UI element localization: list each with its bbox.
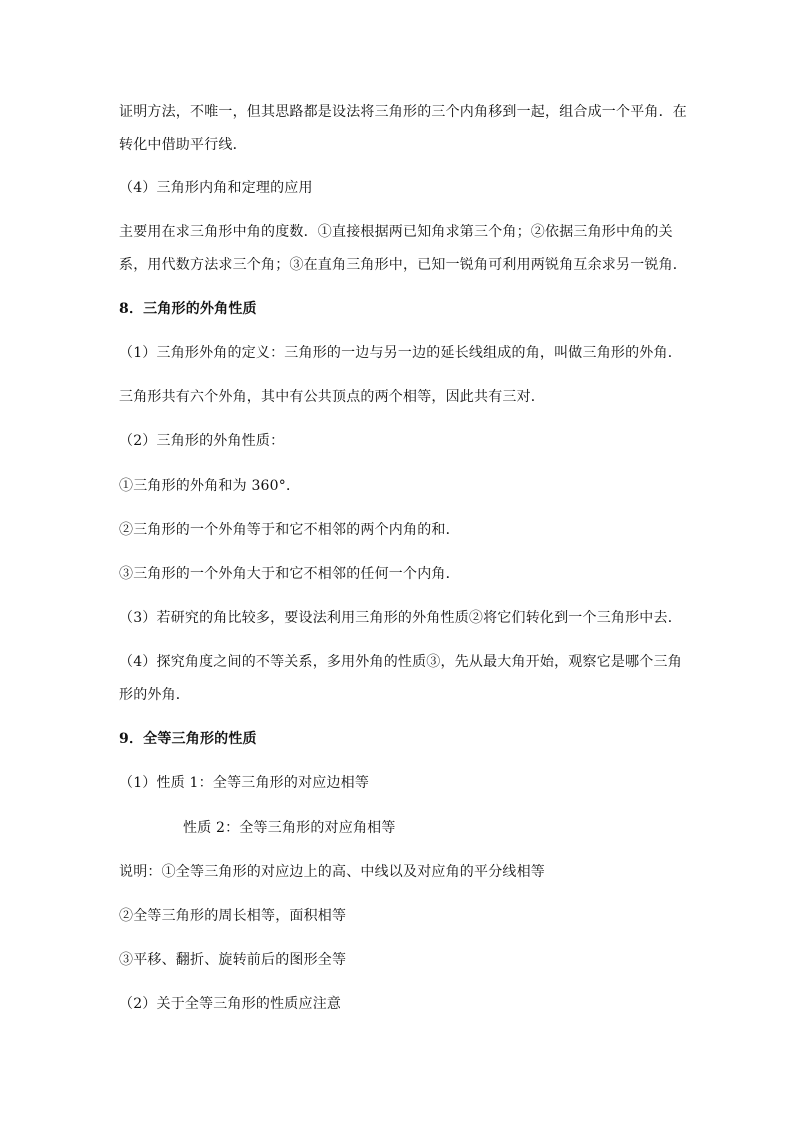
list-item: ①三角形的外角和为 360°． xyxy=(119,478,301,494)
section-heading: 8．三角形的外角性质 xyxy=(119,301,257,317)
list-item: ③三角形的一个外角大于和它不相邻的任何一个内角． xyxy=(119,566,460,582)
subsection-heading: （2）关于全等三角形的性质应注意 xyxy=(119,996,342,1012)
text-line: （1）性质 1：全等三角形的对应边相等 xyxy=(119,775,370,791)
text-line: 形的外角． xyxy=(119,687,190,703)
text-line: 系，用代数方法求三个角；③在直角三角形中，已知一锐角可利用两锐角互余求另一锐角． xyxy=(119,257,687,273)
text-line: 主要用在求三角形中角的度数．①直接根据两已知角求第三个角；②依据三角形中角的关 xyxy=(119,224,673,240)
subsection-heading: （4）三角形内角和定理的应用 xyxy=(119,180,313,196)
text-line: 性质 2：全等三角形的对应角相等 xyxy=(183,820,396,836)
text-line: 证明方法，不唯一，但其思路都是设法将三角形的三个内角移到一起，组合成一个平角．在 xyxy=(119,104,687,120)
list-item: ②全等三角形的周长相等，面积相等 xyxy=(119,908,347,924)
text-line: 说明：①全等三角形的对应边上的高、中线以及对应角的平分线相等 xyxy=(119,864,545,880)
list-item: ③平移、翻折、旋转前后的图形全等 xyxy=(119,952,347,968)
text-line: （4）探究角度之间的不等关系，多用外角的性质③，先从最大角开始，观察它是哪个三角 xyxy=(119,654,682,670)
list-item: ②三角形的一个外角等于和它不相邻的两个内角的和． xyxy=(119,522,460,538)
text-line: 转化中借助平行线． xyxy=(119,137,247,153)
text-line: （3）若研究的角比较多，要设法利用三角形的外角性质②将它们转化到一个三角形中去． xyxy=(119,610,682,626)
text-line: （1）三角形外角的定义：三角形的一边与另一边的延长线组成的角，叫做三角形的外角． xyxy=(119,345,682,361)
subsection-heading: （2）三角形的外角性质： xyxy=(119,433,285,449)
text-line: 三角形共有六个外角，其中有公共顶点的两个相等，因此共有三对． xyxy=(119,389,545,405)
section-heading: 9．全等三角形的性质 xyxy=(119,731,257,747)
